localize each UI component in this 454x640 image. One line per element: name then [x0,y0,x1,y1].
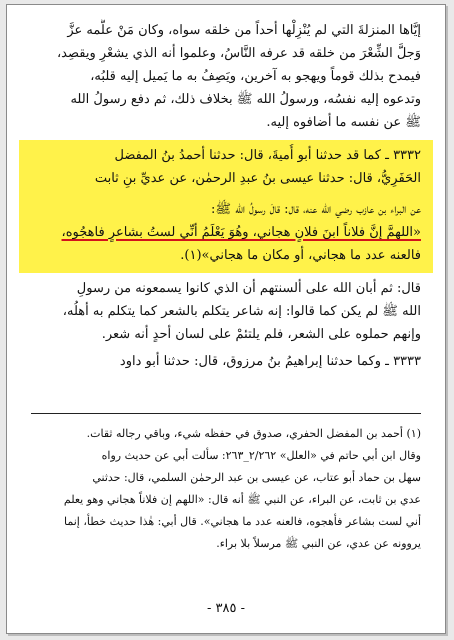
footnote-line: سهل بن حماد أبو عتاب، عن عيسى بن عبد الرحمٰن السلمي، قال: حدثني [92,471,421,484]
text-line: وَجلَّ الشِّعْرَ من خلقه قد عرفه النَّاسُ، وعلموا أنه الذي يشعْرِ ويقصِد، [56,46,421,61]
book-page [6,4,446,634]
text-line: الحَفَرِيُّ، قال: حدثنا عيسى بنُ عبدِ الرحمٰن، عن عديِّ بنِ ثابت [94,171,421,186]
commentary-paragraph [31,277,421,346]
text-line: ٣٣٣٣ ـ وكما حدثنا إبراهيمُ بنُ مرزوق، قال: حدثنا أبو داود [119,354,421,369]
text-line: فالعنه عدد ما هجاني، أو مكان ما هجاني»(١). [180,248,421,263]
text-line: الله ﷺ لم يكن كما قالوا: إنه شاعر يتكلم بالشعر كما يتكلم به أهلُه، [62,304,421,319]
intro-paragraph [31,19,421,134]
text-line: فيمدح بذلك قوماً ويهجو به آخرين، ويَصِفُ به ما يَميل إليه قلبُه، [90,69,421,84]
matn-paragraph [31,198,421,267]
footnote-line: يروونه عن عدي، عن النبي ﷺ مرسلاً بلا براء. [216,537,421,550]
text-line: عن البراء بن عازب رضي الله عنه، قال: قالَ رسولُ الله ﷺ: [211,202,421,217]
text-line: إيَّاها المنزلةَ التي لم يُنْزِلْها أحداً من خلقه سواه، وكان مَنْ علَّمه عزَّ [67,23,421,38]
footnote-line: عدي بن ثابت، عن البراء، عن النبي ﷺ أنه قال: «اللهم إن فلاناً هجاني وهو يعلم [63,493,421,506]
text-line: ٣٣٣٢ ـ كما قد حدثنا أبو أُميةَ، قال: حدثنا أحمدُ بنُ المفضل [114,148,421,163]
footnote-block [31,423,421,555]
underlined-prophetic-saying: «اللهمَّ إنَّ فلاناً ابنَ فلانٍ هجاني، وهُوَ يَعْلَمُ أنِّي لستُ بشاعرٍ فاهجُوه، [61,225,421,240]
text-line: وإنهم حملوه على الشعر، فلم يلتئمْ على لسان أحدٍ أنه شعر. [101,327,421,342]
isnad-paragraph [31,144,421,190]
footnote-line: أني لست بشاعر فأهجوه، فالعنه عدد ما هجاني». قال أبي: هٰذا حديث خطأ، إنما [64,515,421,528]
footnote-line: وقال ابن أبي حاتم في «العلل» ٢/٢٦٢_٢٦٣: سألت أبي عن حديث رواه [101,449,421,462]
page-number: - ٣٨٥ - [206,601,245,616]
main-text [31,19,421,373]
highlighted-hadith-3332 [19,140,433,273]
footnote-line: (١) أحمد بن المفضل الحفري، صدوق في حفظه شيء، وباقي رجاله ثقات. [86,427,421,440]
hadith-3333-paragraph [31,350,421,373]
text-line: ﷺ عن نفسه ما أضافوه إليه. [266,115,421,130]
footnote-separator [31,413,421,414]
text-line: وتدعوه إليه نفسُه، ورسولُ الله ﷺ بخلاف ذلك، ثم دفع رسولُ الله [70,92,421,107]
text-line: قال: ثم أبان الله على ألسنتهم أن الذي كانوا يسمعونه من رسولِ [76,281,421,296]
